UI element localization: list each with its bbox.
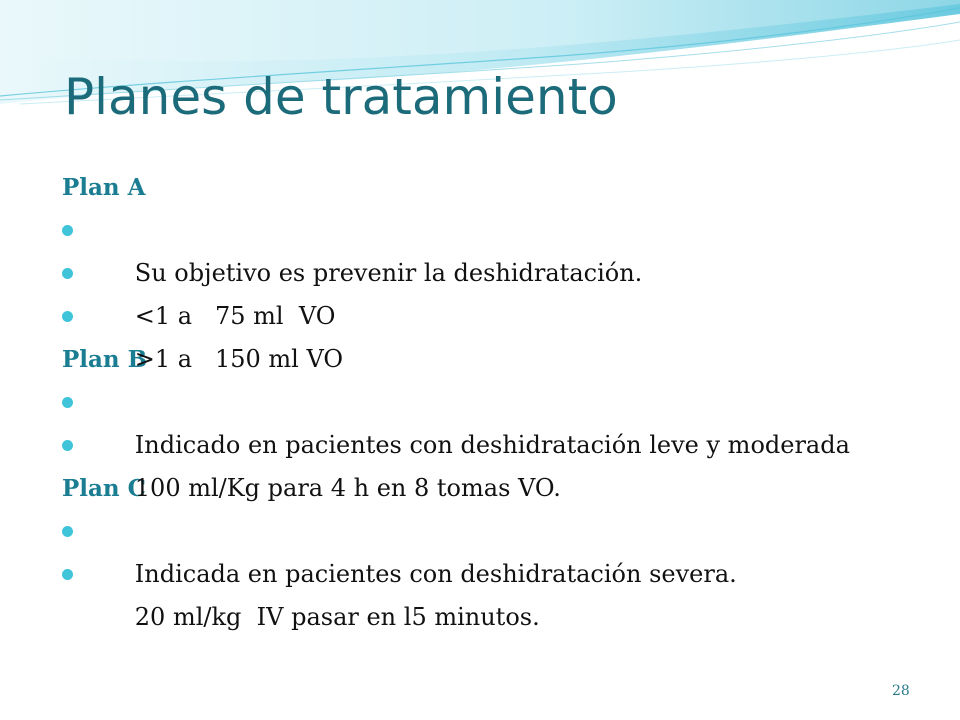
bullet-text: <1 a 75 ml VO: [134, 302, 336, 330]
bullet-dot-icon: [62, 268, 73, 279]
bullet-text: Su objetivo es prevenir la deshidratación.: [134, 259, 643, 287]
bullet-item: [62, 209, 922, 287]
bullet-dot-icon: [62, 526, 73, 537]
bullet-item: [62, 510, 922, 588]
bullet-dot-icon: [62, 569, 73, 580]
plan-c-heading: Plan C: [62, 475, 146, 502]
slide-title: Planes de tratamiento: [64, 68, 618, 126]
page-number: 28: [892, 683, 910, 699]
bullet-item: [62, 553, 922, 631]
bullet-text: >1 a 150 ml VO: [134, 345, 344, 373]
bullet-item: [62, 381, 922, 459]
bullet-text: 100 ml/Kg para 4 h en 8 tomas VO.: [134, 474, 561, 502]
bullet-dot-icon: [62, 440, 73, 451]
plan-a-heading: Plan A: [62, 174, 146, 201]
bullet-dot-icon: [62, 397, 73, 408]
bullet-text: Indicado en pacientes con deshidratación leve y moderada: [134, 431, 850, 459]
bullet-dot-icon: [62, 225, 73, 236]
bullet-item: [62, 252, 922, 330]
bullet-text: Indicada en pacientes con deshidratación severa.: [134, 560, 737, 588]
slide-content: [62, 166, 922, 631]
bullet-text: 20 ml/kg IV pasar en l5 minutos.: [134, 603, 540, 631]
bullet-dot-icon: [62, 311, 73, 322]
plan-b-heading: Plan B: [62, 346, 148, 373]
